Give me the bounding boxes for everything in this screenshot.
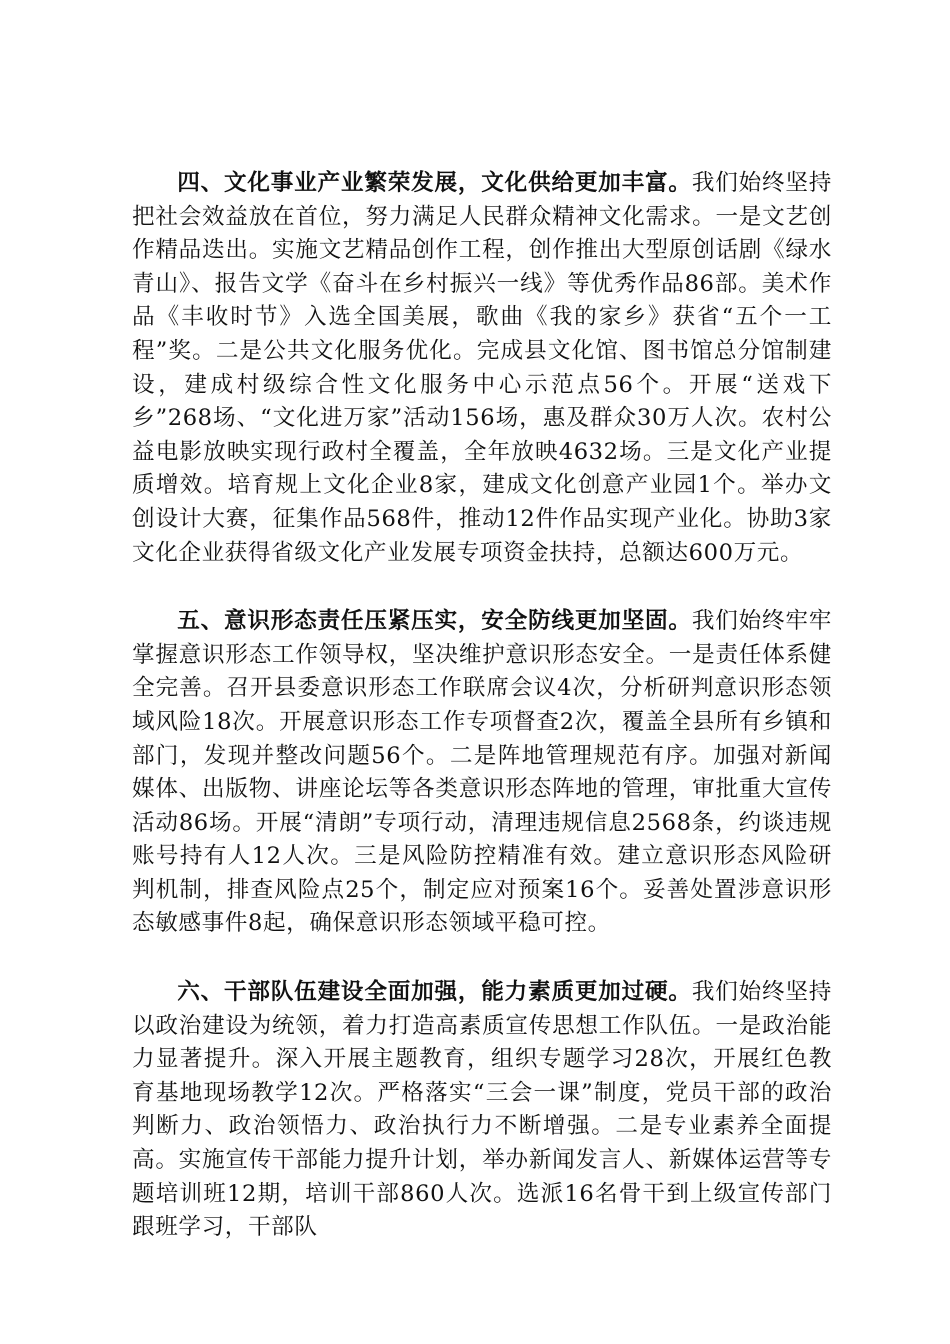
paragraph-heading: 五、意识形态责任压紧压实，安全防线更加坚固。 [177,608,692,635]
paragraph-culture [132,167,832,570]
paragraph-body: 我们始终牢牢掌握意识形态工作领导权，坚决维护意识形态安全。一是责任体系健全完善。召开县委意识形态工作联席会议4次，分析研判意识形态领域风险18次。开展意识形态工作专项督查2次，覆盖全县所有乡镇和部门，发现并整改问题56个。二是阵地管理规范有序。加强对新闻媒体、出版物、讲座论坛等各类意识形态阵地的管理，审批重大宣传活动86场。开展“清朗”专项行动，清理违规信息2568条，约谈违规账号持有人12人次。三是风险防控精准有效。建立意识形态风险研判机制，排查风险点25个，制定应对预案16个。妥善处置涉意识形态敏感事件8起，确保意识形态领域平稳可控。 [132,608,833,937]
paragraph-ideology [132,605,832,941]
paragraph-cadres [132,976,832,1245]
paragraph-heading: 六、干部队伍建设全面加强，能力素质更加过硬。 [177,979,692,1006]
document-page [132,167,832,1280]
paragraph-heading: 四、文化事业产业繁荣发展，文化供给更加丰富。 [177,170,692,196]
paragraph-body: 我们始终坚持以政治建设为统领，着力打造高素质宣传思想工作队伍。一是政治能力显著提升。深入开展主题教育，组织专题学习28次，开展红色教育基地现场教学12次。严格落实“三会一课”制度，党员干部的政治判断力、政治领悟力、政治执行力不断增强。二是专业素养全面提高。实施宣传干部能力提升计划，举办新闻发言人、新媒体运营等专题培训班12期，培训干部860人次。选派16名骨干到上级宣传部门跟班学习，干部队 [132,979,833,1241]
paragraph-body: 我们始终坚持把社会效益放在首位，努力满足人民群众精神文化需求。一是文艺创作精品迭出。实施文艺精品创作工程，创作推出大型原创话剧《绿水青山》、报告文学《奋斗在乡村振兴一线》等优秀作品86部。美术作品《丰收时节》入选全国美展，歌曲《我的家乡》获省“五个一工程”奖。二是公共文化服务优化。完成县文化馆、图书馆总分馆制建设，建成村级综合性文化服务中心示范点56个。开展“送戏下乡”268场、“文化进万家”活动156场，惠及群众30万人次。农村公益电影放映实现行政村全覆盖，全年放映4632场。三是文化产业提质增效。培育规上文化企业8家，建成文化创意产业园1个。举办文创设计大赛，征集作品568件，推动12件作品实现产业化。协助3家文化企业获得省级文化产业发展专项资金扶持，总额达600万元。 [132,170,833,566]
